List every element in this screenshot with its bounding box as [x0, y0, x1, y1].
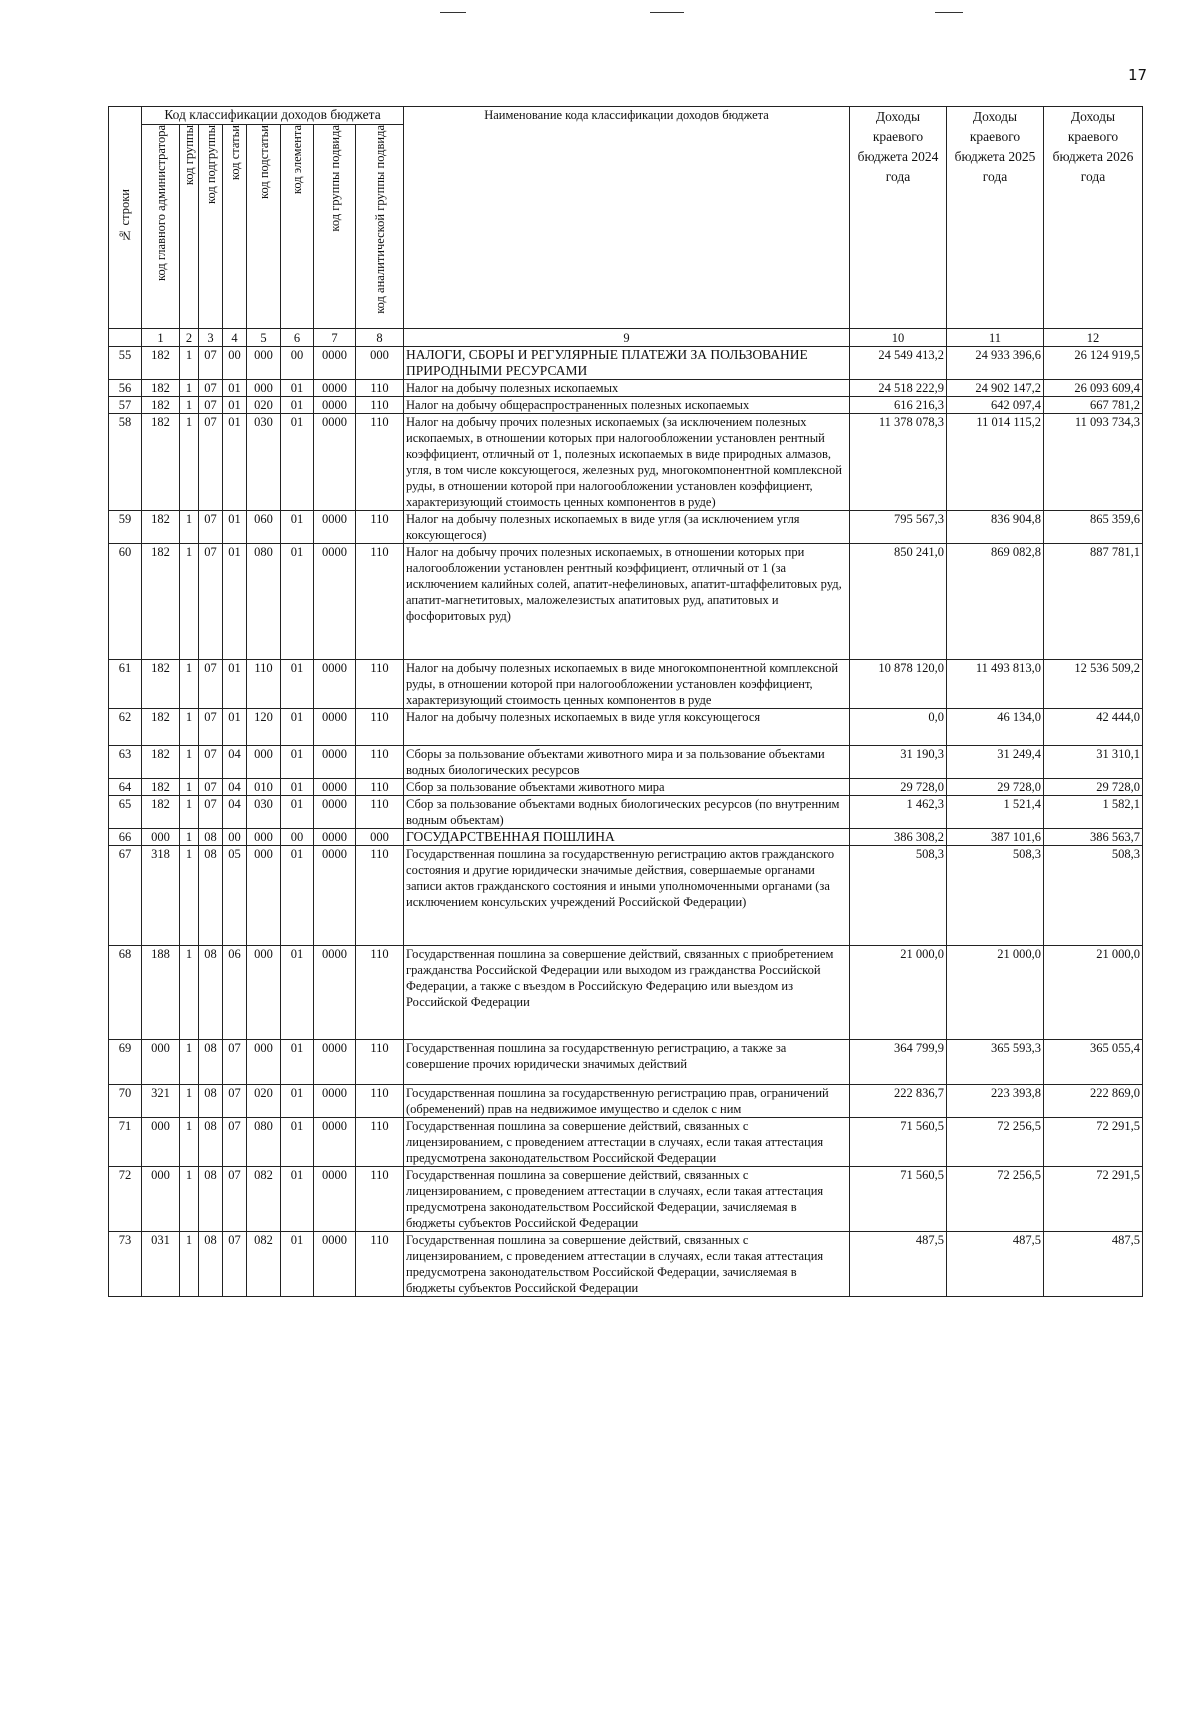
subarticle-code-cell: 000	[247, 380, 281, 397]
admin-code-cell: 182	[142, 544, 180, 660]
analytic-group-code-cell: 110	[356, 946, 404, 1040]
subgroup-code-cell: 07	[199, 380, 223, 397]
income-2024-cell: 29 728,0	[850, 779, 947, 796]
income-2026-cell: 508,3	[1044, 846, 1143, 946]
table-row	[109, 544, 1143, 660]
subtype-group-code-cell: 0000	[314, 829, 356, 846]
group-code-header: код группы	[180, 125, 199, 329]
group-code-cell: 1	[180, 1232, 199, 1297]
column-number: 2	[180, 329, 199, 347]
column-number: 9	[404, 329, 850, 347]
subgroup-code-cell: 08	[199, 1085, 223, 1118]
income-2025-cell: 223 393,8	[947, 1085, 1044, 1118]
group-code-cell: 1	[180, 1118, 199, 1167]
income-2025-cell: 1 521,4	[947, 796, 1044, 829]
analytic-group-code-cell: 110	[356, 796, 404, 829]
code-name-cell: Государственная пошлина за государственную регистрацию прав, ограничений (обременений) прав на недвижимое имущество и сделок с ним	[404, 1085, 850, 1118]
article-code-cell: 07	[223, 1118, 247, 1167]
subtype-group-code-header: код группы подвида	[314, 125, 356, 329]
income-2025-cell: 387 101,6	[947, 829, 1044, 846]
article-code-cell: 01	[223, 511, 247, 544]
row-number-cell: 73	[109, 1232, 142, 1297]
income-2025-cell: 31 249,4	[947, 746, 1044, 779]
analytic-group-code-cell: 110	[356, 660, 404, 709]
element-code-cell: 00	[281, 347, 314, 380]
element-code-cell: 01	[281, 511, 314, 544]
article-code-cell: 07	[223, 1040, 247, 1085]
subarticle-code-cell: 020	[247, 397, 281, 414]
article-code-cell: 01	[223, 660, 247, 709]
admin-code-cell: 182	[142, 746, 180, 779]
row-number-cell: 63	[109, 746, 142, 779]
element-code-cell: 01	[281, 1118, 314, 1167]
group-code-cell: 1	[180, 397, 199, 414]
income-2025-cell: 29 728,0	[947, 779, 1044, 796]
admin-code-cell: 182	[142, 709, 180, 746]
code-name-cell: НАЛОГИ, СБОРЫ И РЕГУЛЯРНЫЕ ПЛАТЕЖИ ЗА ПОЛЬЗОВАНИЕ ПРИРОДНЫМИ РЕСУРСАМИ	[404, 347, 850, 380]
row-number-cell: 62	[109, 709, 142, 746]
article-code-cell: 00	[223, 347, 247, 380]
income-2025-cell: 21 000,0	[947, 946, 1044, 1040]
subtype-group-code-cell: 0000	[314, 1040, 356, 1085]
article-code-cell: 07	[223, 1232, 247, 1297]
row-number-cell: 55	[109, 347, 142, 380]
subtype-group-code-cell: 0000	[314, 746, 356, 779]
admin-code-cell: 182	[142, 796, 180, 829]
admin-code-cell: 188	[142, 946, 180, 1040]
income-2026-cell: 72 291,5	[1044, 1167, 1143, 1232]
table-row	[109, 1118, 1143, 1167]
subarticle-code-cell: 010	[247, 779, 281, 796]
table-row	[109, 397, 1143, 414]
income-2024-cell: 616 216,3	[850, 397, 947, 414]
code-name-cell: Налог на добычу полезных ископаемых в виде угля коксующегося	[404, 709, 850, 746]
income-2024-cell: 364 799,9	[850, 1040, 947, 1085]
group-code-cell: 1	[180, 829, 199, 846]
income-2026-cell: 42 444,0	[1044, 709, 1143, 746]
row-number-cell: 71	[109, 1118, 142, 1167]
income-2025-cell: 11 014 115,2	[947, 414, 1044, 511]
element-code-cell: 01	[281, 779, 314, 796]
group-code-cell: 1	[180, 347, 199, 380]
article-code-cell: 05	[223, 846, 247, 946]
group-code-cell: 1	[180, 414, 199, 511]
income-2025-cell: 24 902 147,2	[947, 380, 1044, 397]
table-row	[109, 846, 1143, 946]
element-code-cell: 01	[281, 660, 314, 709]
element-code-cell: 01	[281, 946, 314, 1040]
row-number-cell: 57	[109, 397, 142, 414]
code-name-cell: Налог на добычу полезных ископаемых в виде угля (за исключением угля коксующегося)	[404, 511, 850, 544]
column-number: 4	[223, 329, 247, 347]
row-number-cell: 60	[109, 544, 142, 660]
income-2025-header: Доходы краевого бюджета 2025 года	[947, 107, 1044, 329]
income-2024-cell: 24 518 222,9	[850, 380, 947, 397]
subgroup-code-cell: 07	[199, 796, 223, 829]
subgroup-code-cell: 07	[199, 414, 223, 511]
row-number-cell: 66	[109, 829, 142, 846]
subarticle-code-cell: 120	[247, 709, 281, 746]
article-code-cell: 04	[223, 796, 247, 829]
subtype-group-code-cell: 0000	[314, 544, 356, 660]
income-2025-cell: 836 904,8	[947, 511, 1044, 544]
element-code-cell: 01	[281, 1085, 314, 1118]
column-number	[109, 329, 142, 347]
code-name-cell: Государственная пошлина за государственную регистрацию актов гражданского состояния и другие юридически значимые действия, совершаемые органами записи актов гражданского состояния и иными уполномоченными органами (за исключением консульских учреждений Российской Федерации)	[404, 846, 850, 946]
subgroup-code-cell: 08	[199, 1118, 223, 1167]
analytic-group-code-cell: 110	[356, 709, 404, 746]
income-2026-cell: 386 563,7	[1044, 829, 1143, 846]
table-row	[109, 746, 1143, 779]
income-2026-cell: 11 093 734,3	[1044, 414, 1143, 511]
element-code-cell: 01	[281, 380, 314, 397]
income-2025-cell: 72 256,5	[947, 1167, 1044, 1232]
subarticle-code-cell: 000	[247, 1040, 281, 1085]
group-code-cell: 1	[180, 946, 199, 1040]
group-code-cell: 1	[180, 1085, 199, 1118]
subgroup-code-cell: 08	[199, 829, 223, 846]
table-row	[109, 946, 1143, 1040]
subtype-group-code-cell: 0000	[314, 511, 356, 544]
code-name-cell: Налог на добычу прочих полезных ископаемых (за исключением полезных ископаемых, в отношении которых при налогообложении установлен рентный коэффициент, отличный от 1, полезных ископаемых в виде природных алмазов, угля, в том числе коксующегося, железных руд, многокомпонентной комплексной руды, в отношении которой при налогообложении установлен коэффициент, характеризующий стоимость ценных компонентов в руде)	[404, 414, 850, 511]
group-code-cell: 1	[180, 779, 199, 796]
element-code-cell: 01	[281, 709, 314, 746]
subgroup-code-cell: 08	[199, 1167, 223, 1232]
table-row	[109, 1232, 1143, 1297]
table-row	[109, 829, 1143, 846]
table-row	[109, 414, 1143, 511]
code-name-cell: Сборы за пользование объектами животного мира и за пользование объектами водных биологических ресурсов	[404, 746, 850, 779]
element-code-cell: 01	[281, 796, 314, 829]
scan-top-line-1	[440, 12, 466, 13]
subtype-group-code-cell: 0000	[314, 347, 356, 380]
code-name-cell: Налог на добычу прочих полезных ископаемых, в отношении которых при налогообложении установлен рентный коэффициент, отличный от 1 (за исключением калийных солей, апатит-нефелиновых, апатит-штаффелитовых руд, апатит-магнетитовых, маложелезистых апатитовых руд, апатитовых и фосфоритовых руд)	[404, 544, 850, 660]
analytic-group-code-cell: 110	[356, 846, 404, 946]
analytic-group-code-cell: 110	[356, 544, 404, 660]
subtype-group-code-cell: 0000	[314, 1085, 356, 1118]
table-row	[109, 380, 1143, 397]
admin-code-cell: 000	[142, 1167, 180, 1232]
subgroup-code-cell: 07	[199, 544, 223, 660]
article-code-cell: 01	[223, 380, 247, 397]
admin-code-cell: 182	[142, 414, 180, 511]
admin-code-cell: 182	[142, 511, 180, 544]
subgroup-code-cell: 07	[199, 397, 223, 414]
analytic-group-code-cell: 110	[356, 746, 404, 779]
table-row	[109, 347, 1143, 380]
row-number-cell: 64	[109, 779, 142, 796]
subtype-group-code-cell: 0000	[314, 1167, 356, 1232]
row-number-cell: 67	[109, 846, 142, 946]
income-2026-cell: 1 582,1	[1044, 796, 1143, 829]
row-number-cell: 70	[109, 1085, 142, 1118]
income-2024-cell: 487,5	[850, 1232, 947, 1297]
subgroup-code-cell: 07	[199, 347, 223, 380]
group-code-cell: 1	[180, 544, 199, 660]
income-2024-cell: 1 462,3	[850, 796, 947, 829]
income-2024-cell: 795 567,3	[850, 511, 947, 544]
table-row	[109, 1167, 1143, 1232]
admin-code-cell: 000	[142, 1118, 180, 1167]
column-number: 8	[356, 329, 404, 347]
subtype-group-code-cell: 0000	[314, 414, 356, 511]
scan-top-line-2	[650, 12, 684, 13]
element-code-cell: 01	[281, 544, 314, 660]
admin-code-cell: 318	[142, 846, 180, 946]
code-name-cell: Сбор за пользование объектами водных биологических ресурсов (по внутренним водным объектам)	[404, 796, 850, 829]
group-code-cell: 1	[180, 511, 199, 544]
income-2026-cell: 21 000,0	[1044, 946, 1143, 1040]
admin-code-cell: 182	[142, 660, 180, 709]
row-number-cell: 58	[109, 414, 142, 511]
page-number: 17	[1128, 66, 1148, 84]
subarticle-code-cell: 080	[247, 544, 281, 660]
code-name-cell: Налог на добычу полезных ископаемых	[404, 380, 850, 397]
code-name-cell: Налог на добычу общераспространенных полезных ископаемых	[404, 397, 850, 414]
code-name-cell: Сбор за пользование объектами животного мира	[404, 779, 850, 796]
group-code-cell: 1	[180, 796, 199, 829]
code-name-cell: Государственная пошлина за совершение действий, связанных с лицензированием, с проведением аттестации в случаях, если такая аттестация предусмотрена законодательством Российской Федерации	[404, 1118, 850, 1167]
income-2024-cell: 71 560,5	[850, 1167, 947, 1232]
element-code-cell: 01	[281, 1232, 314, 1297]
row-number-cell: 59	[109, 511, 142, 544]
subgroup-code-cell: 07	[199, 511, 223, 544]
column-number: 11	[947, 329, 1044, 347]
group-code-cell: 1	[180, 846, 199, 946]
article-code-cell: 04	[223, 779, 247, 796]
code-name-cell: Государственная пошлина за государственную регистрацию, а также за совершение прочих юридически значимых действий	[404, 1040, 850, 1085]
income-2025-cell: 508,3	[947, 846, 1044, 946]
analytic-group-code-cell: 110	[356, 380, 404, 397]
column-number: 3	[199, 329, 223, 347]
element-code-cell: 01	[281, 414, 314, 511]
code-name-header: Наименование кода классификации доходов бюджета	[404, 107, 850, 329]
subtype-group-code-cell: 0000	[314, 660, 356, 709]
row-number-cell: 69	[109, 1040, 142, 1085]
element-code-cell: 01	[281, 397, 314, 414]
table-row	[109, 1040, 1143, 1085]
income-2026-cell: 26 124 919,5	[1044, 347, 1143, 380]
subarticle-code-cell: 110	[247, 660, 281, 709]
subarticle-code-cell: 030	[247, 414, 281, 511]
column-number: 1	[142, 329, 180, 347]
row-number-header: № строки	[109, 107, 142, 329]
group-code-cell: 1	[180, 380, 199, 397]
subtype-group-code-cell: 0000	[314, 946, 356, 1040]
income-2026-cell: 12 536 509,2	[1044, 660, 1143, 709]
element-code-cell: 01	[281, 1167, 314, 1232]
article-code-cell: 01	[223, 544, 247, 660]
row-number-cell: 61	[109, 660, 142, 709]
admin-code-header: код главного администратора	[142, 125, 180, 329]
income-2024-cell: 21 000,0	[850, 946, 947, 1040]
income-2026-cell: 365 055,4	[1044, 1040, 1143, 1085]
admin-code-cell: 182	[142, 397, 180, 414]
subgroup-code-cell: 07	[199, 660, 223, 709]
admin-code-cell: 000	[142, 829, 180, 846]
income-2025-cell: 72 256,5	[947, 1118, 1044, 1167]
income-2024-cell: 31 190,3	[850, 746, 947, 779]
article-code-cell: 01	[223, 709, 247, 746]
admin-code-cell: 182	[142, 380, 180, 397]
table-row	[109, 660, 1143, 709]
income-2025-cell: 487,5	[947, 1232, 1044, 1297]
code-name-cell: ГОСУДАРСТВЕННАЯ ПОШЛИНА	[404, 829, 850, 846]
row-number-cell: 72	[109, 1167, 142, 1232]
element-code-cell: 01	[281, 846, 314, 946]
element-code-header: код элемента	[281, 125, 314, 329]
income-2025-cell: 642 097,4	[947, 397, 1044, 414]
subarticle-code-header: код подстатьи	[247, 125, 281, 329]
analytic-group-code-header: код аналитической группы подвида	[356, 125, 404, 329]
subtype-group-code-cell: 0000	[314, 709, 356, 746]
income-2026-cell: 887 781,1	[1044, 544, 1143, 660]
subarticle-code-cell: 082	[247, 1167, 281, 1232]
column-number: 7	[314, 329, 356, 347]
column-number: 10	[850, 329, 947, 347]
budget-revenue-table	[108, 106, 1143, 1297]
income-2024-cell: 24 549 413,2	[850, 347, 947, 380]
element-code-cell: 00	[281, 829, 314, 846]
subtype-group-code-cell: 0000	[314, 779, 356, 796]
scan-top-line-3	[935, 12, 963, 13]
row-number-cell: 68	[109, 946, 142, 1040]
analytic-group-code-cell: 110	[356, 414, 404, 511]
article-code-cell: 04	[223, 746, 247, 779]
subarticle-code-cell: 030	[247, 796, 281, 829]
subgroup-code-cell: 08	[199, 846, 223, 946]
element-code-cell: 01	[281, 1040, 314, 1085]
article-code-cell: 00	[223, 829, 247, 846]
income-2026-header: Доходы краевого бюджета 2026 года	[1044, 107, 1143, 329]
column-number: 6	[281, 329, 314, 347]
income-2024-cell: 850 241,0	[850, 544, 947, 660]
income-2024-cell: 508,3	[850, 846, 947, 946]
subarticle-code-cell: 000	[247, 746, 281, 779]
income-2026-cell: 26 093 609,4	[1044, 380, 1143, 397]
article-code-cell: 07	[223, 1085, 247, 1118]
income-2026-cell: 31 310,1	[1044, 746, 1143, 779]
article-code-header: код статьи	[223, 125, 247, 329]
income-2024-cell: 386 308,2	[850, 829, 947, 846]
subgroup-code-cell: 08	[199, 1040, 223, 1085]
analytic-group-code-cell: 110	[356, 1085, 404, 1118]
column-number: 5	[247, 329, 281, 347]
subarticle-code-cell: 000	[247, 347, 281, 380]
table-row	[109, 779, 1143, 796]
article-code-cell: 01	[223, 397, 247, 414]
admin-code-cell: 000	[142, 1040, 180, 1085]
income-2026-cell: 29 728,0	[1044, 779, 1143, 796]
income-2025-cell: 24 933 396,6	[947, 347, 1044, 380]
group-code-cell: 1	[180, 746, 199, 779]
analytic-group-code-cell: 110	[356, 1118, 404, 1167]
subtype-group-code-cell: 0000	[314, 380, 356, 397]
subgroup-code-cell: 07	[199, 779, 223, 796]
admin-code-cell: 031	[142, 1232, 180, 1297]
article-code-cell: 06	[223, 946, 247, 1040]
income-2025-cell: 365 593,3	[947, 1040, 1044, 1085]
subtype-group-code-cell: 0000	[314, 846, 356, 946]
classification-code-group-header: Код классификации доходов бюджета	[142, 107, 404, 125]
analytic-group-code-cell: 110	[356, 397, 404, 414]
table-row	[109, 511, 1143, 544]
income-2024-cell: 0,0	[850, 709, 947, 746]
subarticle-code-cell: 000	[247, 846, 281, 946]
subgroup-code-header: код подгруппы	[199, 125, 223, 329]
analytic-group-code-cell: 000	[356, 347, 404, 380]
income-2026-cell: 72 291,5	[1044, 1118, 1143, 1167]
income-2025-cell: 46 134,0	[947, 709, 1044, 746]
table-row	[109, 709, 1143, 746]
income-2024-header: Доходы краевого бюджета 2024 года	[850, 107, 947, 329]
subarticle-code-cell: 000	[247, 829, 281, 846]
income-2026-cell: 865 359,6	[1044, 511, 1143, 544]
code-name-cell: Налог на добычу полезных ископаемых в виде многокомпонентной комплексной руды, в отношении которой при налогообложении установлен коэффициент, характеризующий стоимость ценных компонентов в руде	[404, 660, 850, 709]
group-code-cell: 1	[180, 660, 199, 709]
element-code-cell: 01	[281, 746, 314, 779]
subarticle-code-cell: 080	[247, 1118, 281, 1167]
column-number-row	[109, 329, 1143, 347]
subgroup-code-cell: 08	[199, 1232, 223, 1297]
analytic-group-code-cell: 110	[356, 1040, 404, 1085]
code-name-cell: Государственная пошлина за совершение действий, связанных с приобретением гражданства Российской Федерации или выходом из гражданства Российской Федерации, а также с въездом в Российскую Федерацию или выездом из Российской Федерации	[404, 946, 850, 1040]
income-2024-cell: 222 836,7	[850, 1085, 947, 1118]
row-number-cell: 65	[109, 796, 142, 829]
group-code-cell: 1	[180, 1167, 199, 1232]
income-2024-cell: 10 878 120,0	[850, 660, 947, 709]
income-2026-cell: 222 869,0	[1044, 1085, 1143, 1118]
income-2025-cell: 869 082,8	[947, 544, 1044, 660]
code-name-cell: Государственная пошлина за совершение действий, связанных с лицензированием, с проведением аттестации в случаях, если такая аттестация предусмотрена законодательством Российской Федерации, зачисляемая в бюджеты субъектов Российской Федерации	[404, 1232, 850, 1297]
code-name-cell: Государственная пошлина за совершение действий, связанных с лицензированием, с проведением аттестации в случаях, если такая аттестация предусмотрена законодательством Российской Федерации, зачисляемая в бюджеты субъектов Российской Федерации	[404, 1167, 850, 1232]
subgroup-code-cell: 07	[199, 709, 223, 746]
analytic-group-code-cell: 110	[356, 1167, 404, 1232]
income-2025-cell: 11 493 813,0	[947, 660, 1044, 709]
subgroup-code-cell: 07	[199, 746, 223, 779]
subarticle-code-cell: 060	[247, 511, 281, 544]
admin-code-cell: 321	[142, 1085, 180, 1118]
subgroup-code-cell: 08	[199, 946, 223, 1040]
income-2024-cell: 71 560,5	[850, 1118, 947, 1167]
income-2026-cell: 487,5	[1044, 1232, 1143, 1297]
subarticle-code-cell: 000	[247, 946, 281, 1040]
income-2024-cell: 11 378 078,3	[850, 414, 947, 511]
table-row	[109, 1085, 1143, 1118]
subarticle-code-cell: 082	[247, 1232, 281, 1297]
row-number-cell: 56	[109, 380, 142, 397]
article-code-cell: 01	[223, 414, 247, 511]
analytic-group-code-cell: 000	[356, 829, 404, 846]
group-code-cell: 1	[180, 709, 199, 746]
subtype-group-code-cell: 0000	[314, 796, 356, 829]
analytic-group-code-cell: 110	[356, 511, 404, 544]
group-code-cell: 1	[180, 1040, 199, 1085]
analytic-group-code-cell: 110	[356, 1232, 404, 1297]
admin-code-cell: 182	[142, 779, 180, 796]
subtype-group-code-cell: 0000	[314, 1232, 356, 1297]
subtype-group-code-cell: 0000	[314, 397, 356, 414]
analytic-group-code-cell: 110	[356, 779, 404, 796]
column-number: 12	[1044, 329, 1143, 347]
subtype-group-code-cell: 0000	[314, 1118, 356, 1167]
article-code-cell: 07	[223, 1167, 247, 1232]
admin-code-cell: 182	[142, 347, 180, 380]
table-row	[109, 796, 1143, 829]
income-2026-cell: 667 781,2	[1044, 397, 1143, 414]
subarticle-code-cell: 020	[247, 1085, 281, 1118]
